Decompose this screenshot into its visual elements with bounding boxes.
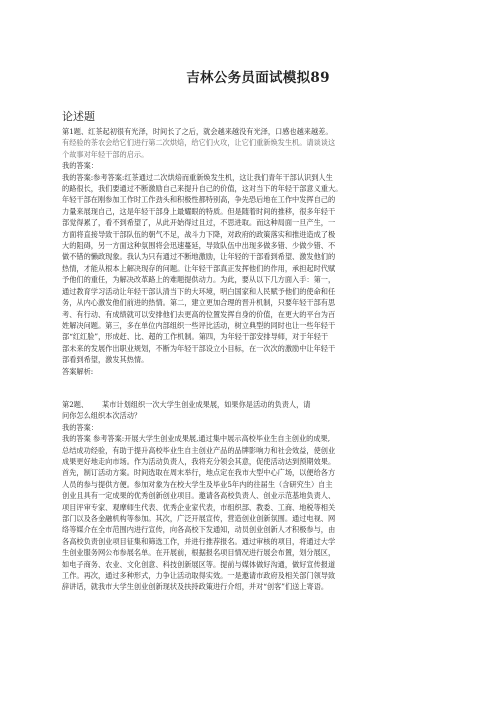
- question-2-number: 第2题、: [62, 399, 89, 409]
- answer-line: 络等媒介在全市范围内进行宣传，向各高校下发通知，动员创业创新人才积极参与，由: [62, 525, 336, 535]
- answer-line: 部看到希望，激发其热情。: [62, 355, 149, 365]
- question-1-answer: [62, 172, 454, 366]
- answer-line: 我的答案 参考答案:开展大学生创业成果展,通过集中展示高校毕业生自主创业的成果,: [62, 434, 331, 444]
- answer-line: 首先，制订活动方案。时间选取在周末举行，地点定在我市大型中心广场，以便给各方: [62, 468, 336, 478]
- answer-line: 部觉得累了，看不到希望了，从此开始得过且过，不思进取。而这种局面一旦产生，一: [62, 218, 336, 228]
- answer-line: 做不错的懒政现象。我认为只有通过不断地激励，让年轻的干部看到希望、激发他们的: [62, 252, 336, 262]
- question-1-text-line: 第1题、红茶起初很有光泽，时间长了之后，就会越来越没有光泽，口感也越来越差。: [62, 127, 333, 136]
- my-answer-label: 我的答案：: [62, 422, 98, 432]
- section-heading: 论述题: [62, 110, 95, 123]
- my-answer-label: 我的答案：: [62, 161, 98, 171]
- question-1-text-line: 个故事对年轻干部的启示。: [62, 149, 149, 159]
- answer-line: 辞讲话，就我市大学生创业创新现状及扶持政策进行介绍，并对“创客”们送上寄语。: [62, 582, 329, 592]
- answer-line: 年轻干部在刚参加工作时工作劲头和积极性都特别高，争先恐后地在工作中发挥自己的: [62, 195, 336, 205]
- answer-line: 部门以及各金融机构等参加。其次，广泛开展宣传，营造创业创新氛围。通过电视、网: [62, 514, 336, 523]
- question-2-text-line: [62, 399, 454, 410]
- question-2-answer: [62, 433, 454, 593]
- question-1: [62, 126, 454, 377]
- answer-line: 如电子商务、农业、文化创意、科技创新展区等。提前与媒体做好沟通，做好宣传报道: [62, 559, 336, 569]
- answer-line: 项目评审专家、观摩师生代表、优秀企业家代表，市组织部、教委、工商、地税等相关: [62, 502, 336, 512]
- answer-line: 通过教育学习活动让年轻干部认清当下的大环境，明白国家和人民赋予他们的使命和任: [62, 286, 336, 296]
- answer-line: 方面将直接导致干部队伍的朝气不足，战斗力下降，对政府的政策落实和推进造成了极: [62, 229, 336, 239]
- answer-line: 考、有行动、有成绩就可以安排他们去更高的位置发挥自身的价值，在更大的平台为百: [62, 309, 336, 319]
- answer-line: 姓解决问题。第三，多在单位内部组织一些评比活动，树立典型的同时也让一些年轻干: [62, 320, 336, 330]
- question-2-text: 某市计划组织一次大学生创业成果展，如果你是活动的负责人，请: [102, 399, 311, 409]
- answer-line: 的路很长，我们要通过不断激励自己来提升自己的价值，这对当下的年轻干部意义重大。: [62, 184, 343, 194]
- question-2-text-line: 问你怎么组织本次活动？: [62, 411, 142, 421]
- answer-line: 大的阻碍，另一方面这种氛围将会迅速蔓延，导致队伍中出现多做多错、少做少错、不: [62, 241, 336, 251]
- answer-line: 部未来的发展作出职业规划，不断为年轻干部设立小目标，在一次次的激励中让年轻干: [62, 343, 336, 353]
- answer-line: 热情，才能从根本上解决现存的问题。让年轻干部真正发挥他们的作用，承担起时代赋: [62, 263, 336, 273]
- answer-line: 成果更好地走向市场。作为活动负责人，我将充分领会其意，促使活动达到预期效果。: [62, 456, 336, 466]
- answer-line: 总结成功经验，有助于提升高校毕业生自主创业产品的品牌影响力和社会效益，使创业: [62, 445, 336, 455]
- answer-analysis-label: 答案解析:: [62, 366, 94, 376]
- answer-line: 生创业服务网公布参展名单。在开展前，根据报名项目情况进行展会布置，划分展区，: [62, 548, 336, 558]
- answer-line: 我的答案:参考答案:红茶通过二次烘焙而重新焕发生机，这让我们青年干部认识到人生: [62, 172, 333, 182]
- spacer: [62, 377, 454, 399]
- page-title: 吉林公务员面试模拟89: [186, 70, 330, 86]
- answer-line: 创业且具有一定成果的优秀创新创业项目。邀请各高校负责人、创业示范基地负责人、: [62, 491, 336, 501]
- answer-line: 务，从内心激发他们前进的热情。第二，建立更加合理的晋升机制，只要年轻干部有思: [62, 298, 336, 308]
- question-1-text-line: 有经验的茶农会给它们进行第二次烘焙，给它们火攻，让它们重新焕发生机。请谈谈这: [62, 138, 336, 148]
- answer-line: 部“红红脸”，形成赶、比、超的工作机制。第四，为年轻干部安排导师，对于年轻干: [62, 332, 329, 342]
- answer-line: 人员的参与提供方便。参加对象为在校大学生及毕业5年内的往届生（含研究生）自主: [62, 479, 333, 489]
- answer-line: 予他们的重任，为解决改革路上的难题提供动力。为此，要从以下几方面入手：第一，: [62, 275, 336, 285]
- answer-line: 各高校负责创业项目征集和筛选工作，并进行推荐报名。通过审核的项目，将通过大学: [62, 536, 336, 546]
- answer-line: 工作。再次，通过多种形式，力争让活动取得实效。一是邀请市政府及相关部门领导致: [62, 571, 336, 581]
- answer-line: 力量来展现自己，这是年轻干部身上最耀眼的特质。但是随着时间的推移，很多年轻干: [62, 206, 336, 216]
- question-2: [62, 399, 454, 593]
